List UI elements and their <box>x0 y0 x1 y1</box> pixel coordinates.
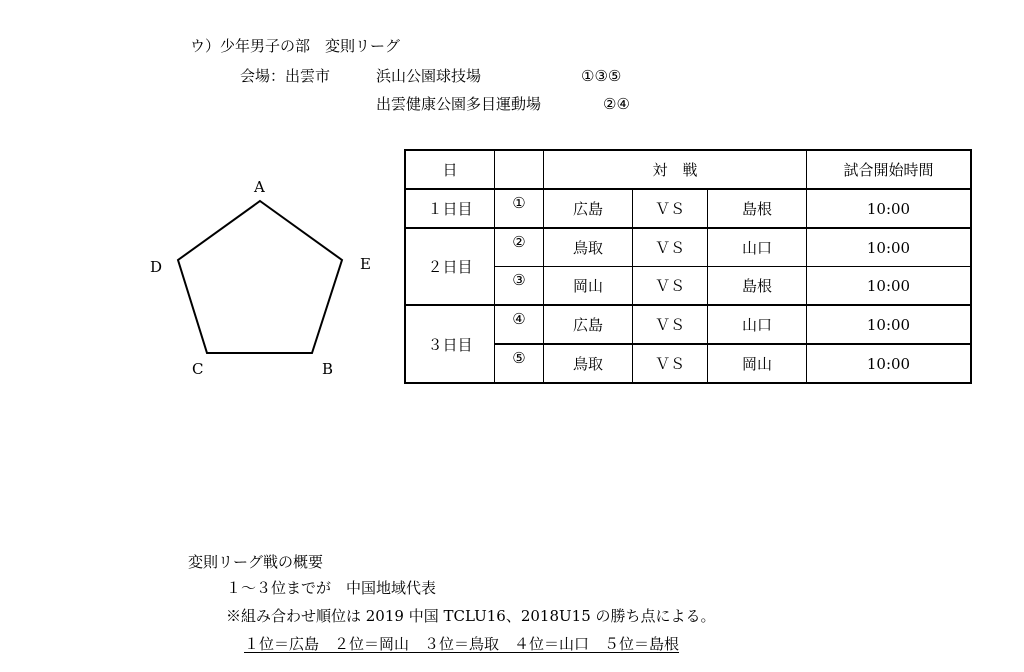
team-home: 鳥取 <box>544 344 633 383</box>
match-number: ① <box>512 193 526 212</box>
venue-label: 会場：出雲市 <box>240 67 331 85</box>
header-match-number <box>495 150 544 189</box>
versus-label: ＶＳ <box>633 228 708 267</box>
match-schedule-table <box>404 149 972 384</box>
match-number: ④ <box>512 309 526 328</box>
day-label: ３日目 <box>405 305 495 383</box>
versus-label: ＶＳ <box>633 305 708 344</box>
team-away: 山口 <box>708 228 807 267</box>
venue-match-numbers: ①③⑤ <box>581 67 622 85</box>
team-away: 岡山 <box>708 344 807 383</box>
start-time: 10:00 <box>807 228 972 267</box>
vertex-label: A <box>254 178 265 196</box>
start-time: 10:00 <box>807 305 972 344</box>
match-number: ③ <box>512 270 526 289</box>
day-label: ２日目 <box>405 228 495 305</box>
summary-seeding: １位＝広島 ２位＝岡山 ３位＝鳥取 ４位＝山口 ５位＝島根 <box>244 635 680 653</box>
team-home: 岡山 <box>544 267 633 306</box>
header-start-time: 試合開始時間 <box>807 150 972 189</box>
table-header-row <box>405 150 971 189</box>
match-number: ⑤ <box>512 348 526 367</box>
start-time: 10:00 <box>807 189 972 228</box>
versus-label: ＶＳ <box>633 267 708 306</box>
venue-name: 浜山公園球技場 <box>376 67 482 85</box>
summary-title: 変則リーグ戦の概要 <box>188 553 324 571</box>
table-row <box>405 189 971 228</box>
header-day: 日 <box>405 150 495 189</box>
team-home: 鳥取 <box>544 228 633 267</box>
venue-name: 出雲健康公園多目運動場 <box>376 95 542 113</box>
section-heading: ウ）少年男子の部 変則リーグ <box>190 37 401 55</box>
start-time: 10:00 <box>807 344 972 383</box>
vertex-label: D <box>150 258 163 276</box>
table-row <box>405 228 971 267</box>
pentagon-diagram <box>140 170 380 390</box>
pentagon-shape <box>178 201 342 353</box>
versus-label: ＶＳ <box>633 344 708 383</box>
header-match: 対 戦 <box>544 150 807 189</box>
versus-label: ＶＳ <box>633 189 708 228</box>
day-label: １日目 <box>405 189 495 228</box>
summary-note: ※組み合わせ順位は 2019 中国 TCLU16、2018U15 の勝ち点による。 <box>226 607 716 625</box>
start-time: 10:00 <box>807 267 972 306</box>
team-home: 広島 <box>544 305 633 344</box>
vertex-label: B <box>322 360 334 378</box>
vertex-label: E <box>360 255 371 273</box>
venue-match-numbers: ②④ <box>603 95 630 113</box>
match-number: ② <box>512 232 526 251</box>
table-row <box>405 305 971 344</box>
summary-qualification: １～３位までが 中国地域代表 <box>226 579 437 597</box>
team-away: 島根 <box>708 267 807 306</box>
team-away: 山口 <box>708 305 807 344</box>
team-home: 広島 <box>544 189 633 228</box>
team-away: 島根 <box>708 189 807 228</box>
vertex-label: C <box>192 360 204 378</box>
